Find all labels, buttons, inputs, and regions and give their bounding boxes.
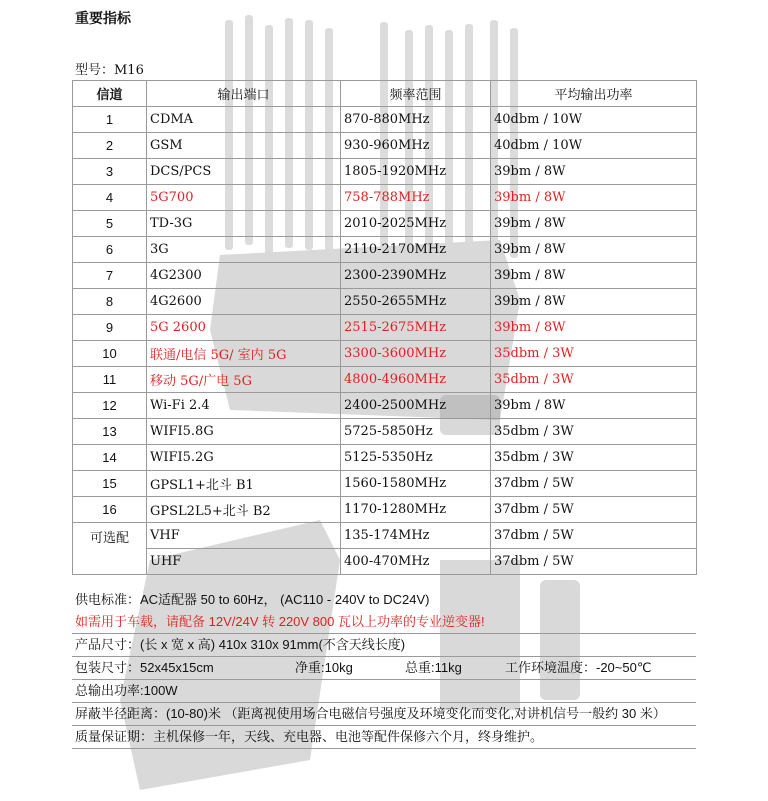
channel-number: 10 xyxy=(73,341,147,367)
header-power: 平均输出功率 xyxy=(491,81,697,107)
table-row xyxy=(73,419,697,445)
output-port: 5G 2600 xyxy=(147,315,341,341)
output-power: 39bm / 8W xyxy=(491,289,697,315)
power-supply-note: 供电标准：AC适配器 50 to 60Hz， (AC110 - 240V to DC24V) xyxy=(75,592,430,607)
channel-number: 14 xyxy=(73,445,147,471)
output-port: 移动 5G/广电 5G xyxy=(147,367,341,393)
frequency-range: 2010-2025MHz xyxy=(341,211,491,237)
optional-frequency: 400-470MHz xyxy=(341,549,491,575)
notes-section xyxy=(72,589,696,749)
shielding-radius: 屏蔽半径距离：(10-80)米 （距离视使用场合电磁信号强度及环境变化而变化,对讲机信号一般约 30 米） xyxy=(72,703,696,726)
optional-port: UHF xyxy=(147,549,341,575)
table-row xyxy=(73,523,697,549)
optional-label: 可选配 xyxy=(73,523,147,575)
channel-number: 6 xyxy=(73,237,147,263)
channel-number: 5 xyxy=(73,211,147,237)
table-row xyxy=(73,315,697,341)
output-power: 37dbm / 5W xyxy=(491,497,697,523)
spec-table xyxy=(72,80,697,575)
channel-number: 2 xyxy=(73,133,147,159)
frequency-range: 5125-5350Hz xyxy=(341,445,491,471)
optional-power: 37dbm / 5W xyxy=(491,549,697,575)
table-row xyxy=(73,393,697,419)
channel-number: 16 xyxy=(73,497,147,523)
output-port: 5G700 xyxy=(147,185,341,211)
page-title: 重要指标 xyxy=(75,10,131,26)
frequency-range: 1805-1920MHz xyxy=(341,159,491,185)
table-row xyxy=(73,341,697,367)
output-power: 35dbm / 3W xyxy=(491,341,697,367)
output-port: WIFI5.8G xyxy=(147,419,341,445)
output-power: 39bm / 8W xyxy=(491,159,697,185)
header-frequency: 频率范围 xyxy=(341,81,491,107)
frequency-range: 5725-5850Hz xyxy=(341,419,491,445)
output-port: CDMA xyxy=(147,107,341,133)
package-size: 包装尺寸：52x45x15cm xyxy=(75,660,214,675)
table-row xyxy=(73,367,697,393)
table-row xyxy=(73,549,697,575)
header-channel: 信道 xyxy=(73,81,147,107)
output-power: 39bm / 8W xyxy=(491,315,697,341)
output-port: 4G2300 xyxy=(147,263,341,289)
channel-number: 13 xyxy=(73,419,147,445)
channel-number: 7 xyxy=(73,263,147,289)
output-power: 39bm / 8W xyxy=(491,263,697,289)
output-port: GPSL2L5+北斗 B2 xyxy=(147,497,341,523)
table-row xyxy=(73,471,697,497)
optional-frequency: 135-174MHz xyxy=(341,523,491,549)
output-power: 35dbm / 3W xyxy=(491,445,697,471)
optional-port: VHF xyxy=(147,523,341,549)
output-port: WIFI5.2G xyxy=(147,445,341,471)
frequency-range: 2515-2675MHz xyxy=(341,315,491,341)
channel-number: 11 xyxy=(73,367,147,393)
total-power: 总输出功率:100W xyxy=(72,680,696,703)
table-row xyxy=(73,133,697,159)
output-power: 39bm / 8W xyxy=(491,237,697,263)
frequency-range: 2400-2500MHz xyxy=(341,393,491,419)
channel-number: 3 xyxy=(73,159,147,185)
output-port: 4G2600 xyxy=(147,289,341,315)
optional-power: 37dbm / 5W xyxy=(491,523,697,549)
frequency-range: 1560-1580MHz xyxy=(341,471,491,497)
frequency-range: 758-788MHz xyxy=(341,185,491,211)
channel-number: 15 xyxy=(73,471,147,497)
output-power: 39bm / 8W xyxy=(491,185,697,211)
table-row xyxy=(73,263,697,289)
output-port: 3G xyxy=(147,237,341,263)
channel-number: 1 xyxy=(73,107,147,133)
output-power: 39bm / 8W xyxy=(491,393,697,419)
frequency-range: 3300-3600MHz xyxy=(341,341,491,367)
output-port: GSM xyxy=(147,133,341,159)
frequency-range: 2300-2390MHz xyxy=(341,263,491,289)
table-header-row xyxy=(73,81,697,107)
table-row xyxy=(73,185,697,211)
output-port: 联通/电信 5G/ 室内 5G xyxy=(147,341,341,367)
car-use-note: 如需用于车载，请配备 12V/24V 转 220V 800 瓦以上功率的专业逆变器! xyxy=(72,611,696,634)
table-row xyxy=(73,211,697,237)
frequency-range: 930-960MHz xyxy=(341,133,491,159)
output-port: DCS/PCS xyxy=(147,159,341,185)
frequency-range: 1170-1280MHz xyxy=(341,497,491,523)
warranty: 质量保证期：主机保修一年，天线、充电器、电池等配件保修六个月，终身维护。 xyxy=(72,726,696,749)
product-size: 产品尺寸：(长 x 宽 x 高) 410x 310x 91mm(不含天线长度) xyxy=(72,634,696,657)
output-power: 37dbm / 5W xyxy=(491,471,697,497)
output-port: Wi-Fi 2.4 xyxy=(147,393,341,419)
table-row xyxy=(73,289,697,315)
output-power: 39bm / 8W xyxy=(491,211,697,237)
table-row xyxy=(73,107,697,133)
frequency-range: 2550-2655MHz xyxy=(341,289,491,315)
output-power: 40dbm / 10W xyxy=(491,133,697,159)
table-row xyxy=(73,445,697,471)
output-power: 35dbm / 3W xyxy=(491,419,697,445)
channel-number: 9 xyxy=(73,315,147,341)
frequency-range: 4800-4960MHz xyxy=(341,367,491,393)
output-port: GPSL1+北斗 B1 xyxy=(147,471,341,497)
header-port: 输出端口 xyxy=(147,81,341,107)
net-weight: 净重:10kg xyxy=(295,660,353,675)
channel-number: 8 xyxy=(73,289,147,315)
operating-temperature: 工作环境温度：-20~50℃ xyxy=(505,660,652,675)
output-power: 40dbm / 10W xyxy=(491,107,697,133)
channel-number: 12 xyxy=(73,393,147,419)
package-info xyxy=(72,657,696,680)
gross-weight: 总重:11kg xyxy=(405,660,462,675)
table-row xyxy=(73,159,697,185)
output-port: TD-3G xyxy=(147,211,341,237)
channel-number: 4 xyxy=(73,185,147,211)
frequency-range: 870-880MHz xyxy=(341,107,491,133)
frequency-range: 2110-2170MHz xyxy=(341,237,491,263)
model-number: 型号：M16 xyxy=(75,62,144,78)
output-power: 35dbm / 3W xyxy=(491,367,697,393)
table-row xyxy=(73,497,697,523)
table-row xyxy=(73,237,697,263)
